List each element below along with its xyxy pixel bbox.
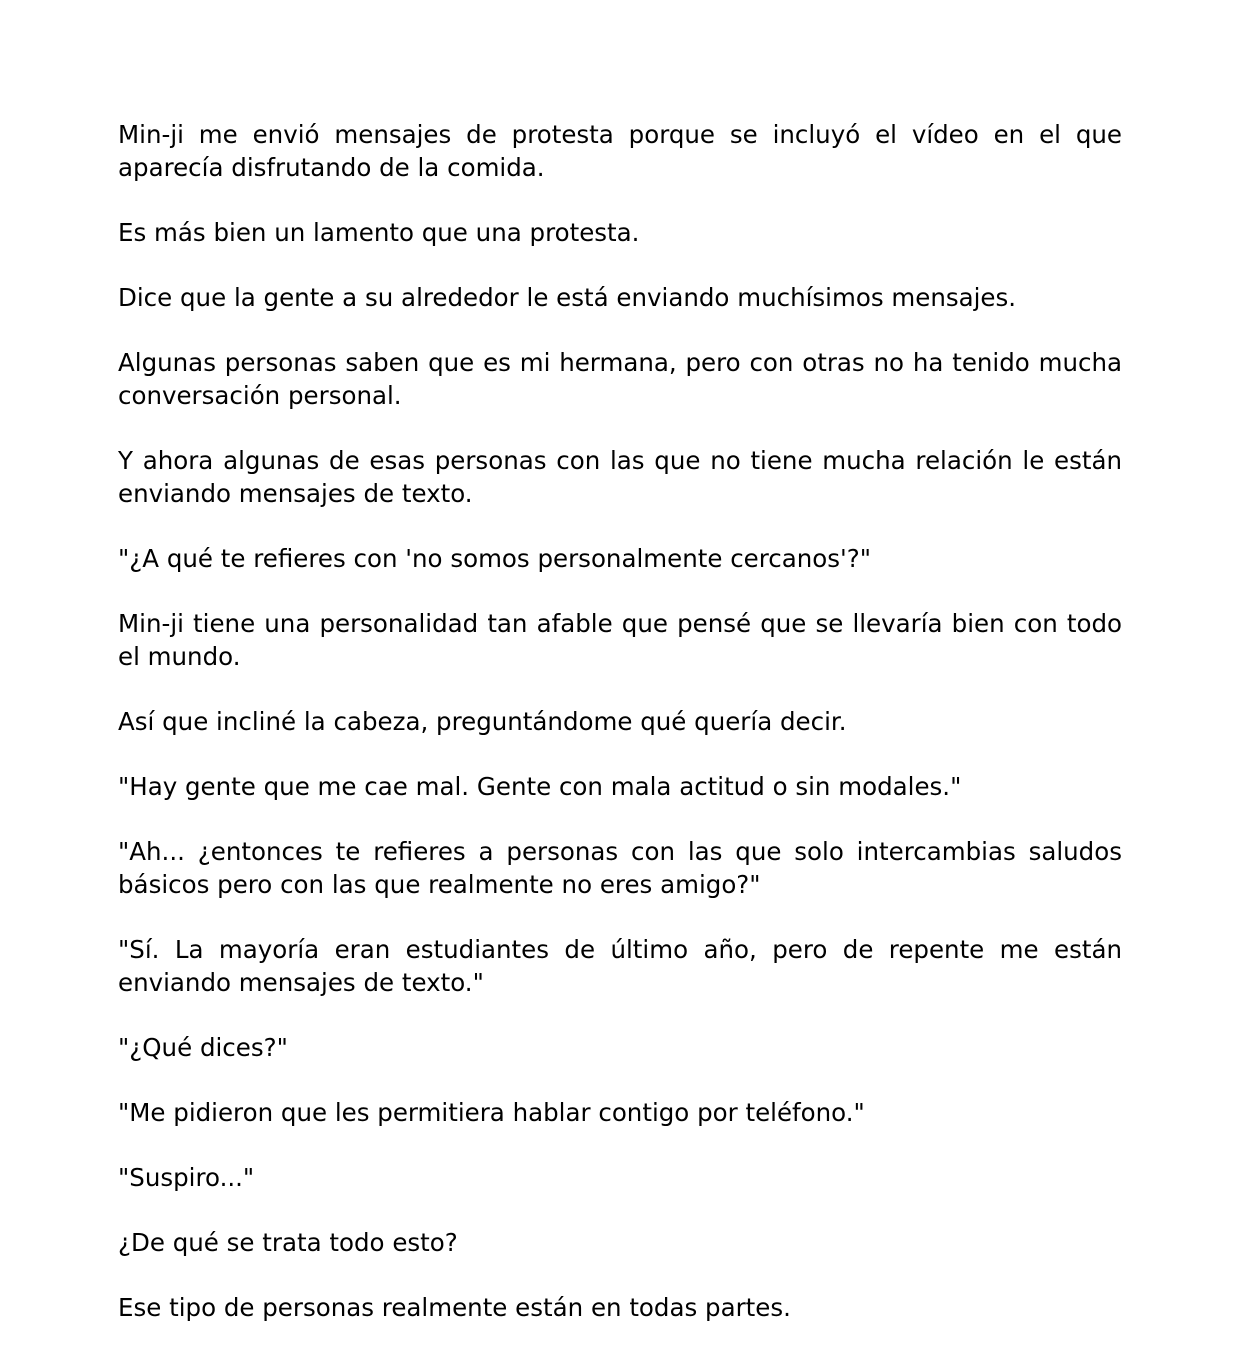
document-page <box>118 118 1122 1356</box>
paragraph: Y ahora algunas de esas personas con las que no tiene mucha relación le están enviando mensajes de texto. <box>118 446 1122 508</box>
paragraph: Dice que la gente a su alrededor le está enviando muchísimos mensajes. <box>118 283 1017 312</box>
paragraph: Min-ji me envió mensajes de protesta porque se incluyó el vídeo en el que aparecía disfrutando de la comida. <box>118 120 1122 182</box>
paragraph: "Hay gente que me cae mal. Gente con mala actitud o sin modales." <box>118 772 962 801</box>
paragraph: Ese tipo de personas realmente están en todas partes. <box>118 1293 791 1322</box>
paragraph: "Suspiro..." <box>118 1163 255 1192</box>
paragraph: Es más bien un lamento que una protesta. <box>118 218 640 247</box>
paragraph: "¿Qué dices?" <box>118 1033 288 1062</box>
paragraph: ¿De qué se trata todo esto? <box>118 1228 458 1257</box>
paragraph: "Ah... ¿entonces te refieres a personas con las que solo intercambias saludos básicos pero con las que realmente no eres amigo?" <box>118 837 1122 899</box>
paragraph: Así que incliné la cabeza, preguntándome qué quería decir. <box>118 707 847 736</box>
paragraph: "Me pidieron que les permitiera hablar contigo por teléfono." <box>118 1098 865 1127</box>
paragraph: "Sí. La mayoría eran estudiantes de último año, pero de repente me están enviando mensajes de texto." <box>118 935 1122 997</box>
paragraph: Min-ji tiene una personalidad tan afable que pensé que se llevaría bien con todo el mundo. <box>118 609 1122 671</box>
paragraph: "¿A qué te refieres con 'no somos personalmente cercanos'?" <box>118 544 872 573</box>
paragraph: Algunas personas saben que es mi hermana, pero con otras no ha tenido mucha conversación personal. <box>118 348 1122 410</box>
